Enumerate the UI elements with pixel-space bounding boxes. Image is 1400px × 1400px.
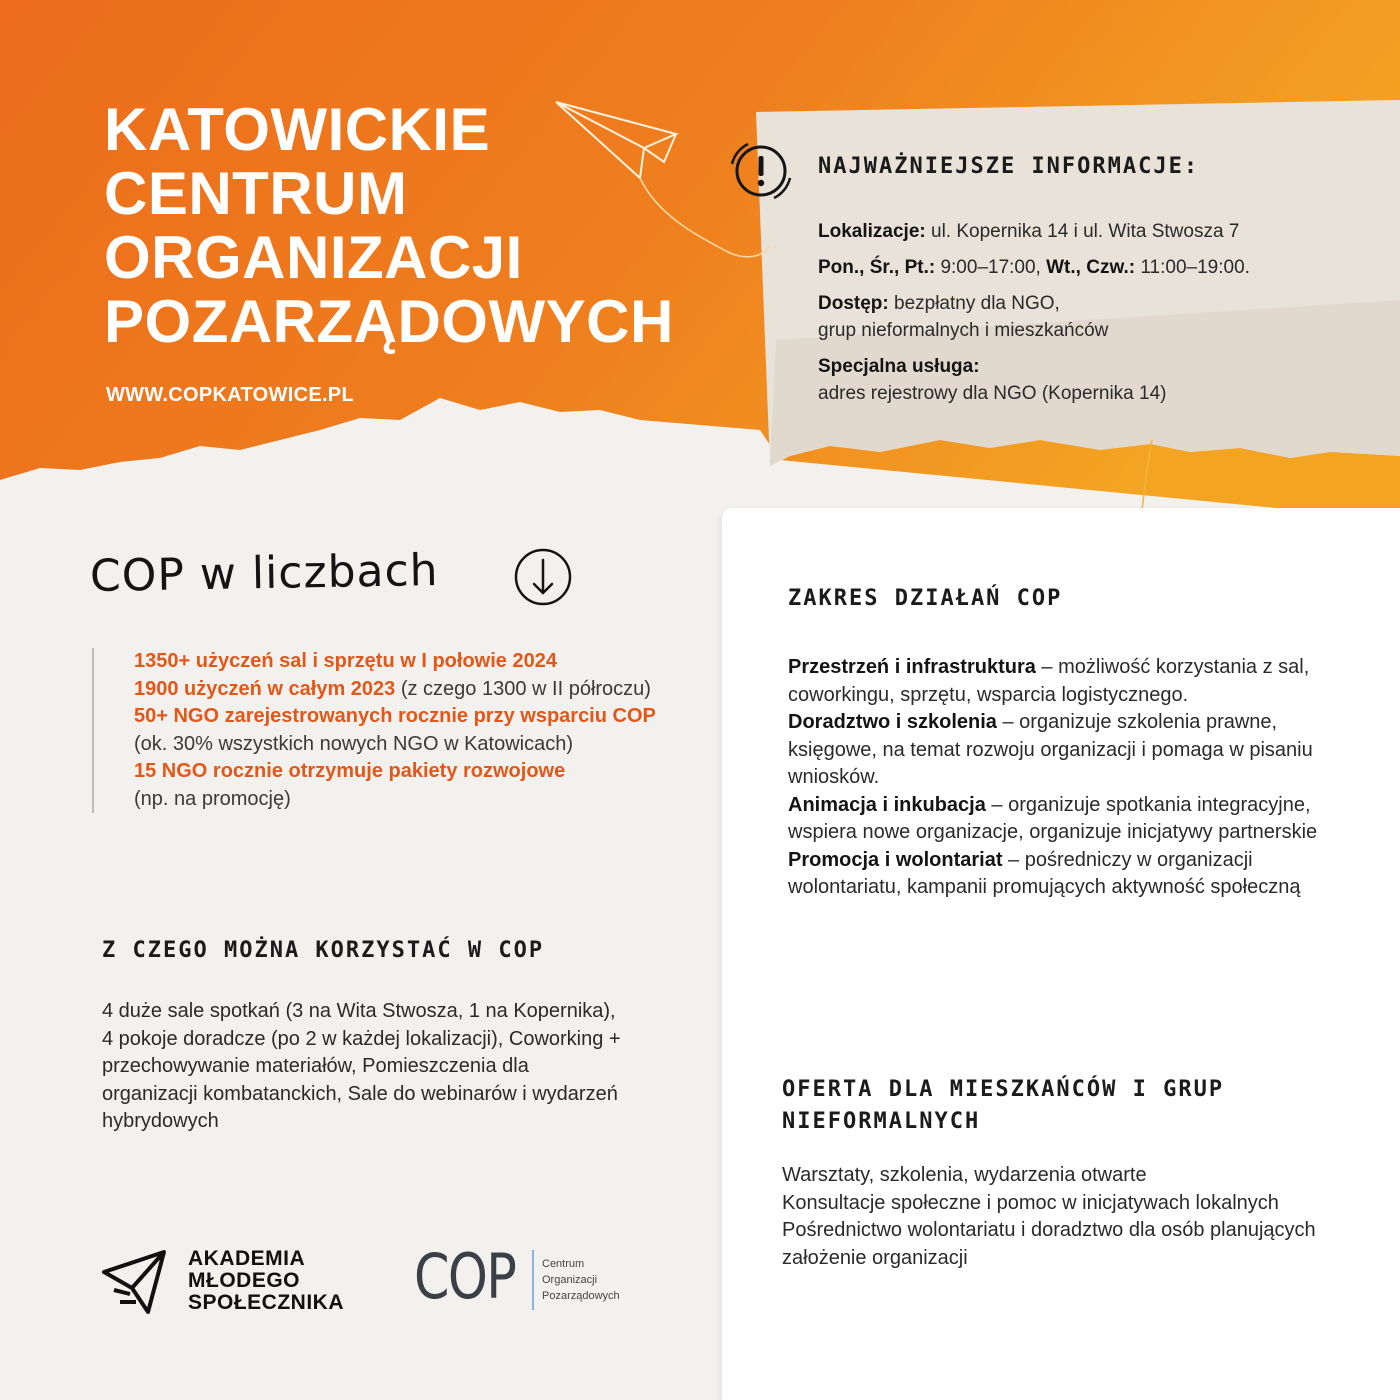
scope-label: Przestrzeń i infrastruktura	[788, 656, 1036, 678]
offer-item: Konsultacje społeczne i pomoc w inicjatywach lokalnych	[782, 1191, 1279, 1214]
stat-note: (np. na promocję)	[134, 787, 291, 810]
amenities-text: 4 duże sale spotkań (3 na Wita Stwosza, 1 na Kopernika), 4 pokoje doradcze (po 2 w każdej lokalizacji), Coworking + przechowywanie materiałów, Pomieszczenia dla organizacji kombatanckich, Sale do webinarów i wydarzeń hybrydowych	[102, 1000, 621, 1132]
info-label: Specjalna usługa:	[818, 356, 980, 377]
scope-text: – organizuje spotkania integracyjne, wspiera nowe organizacje, organizuje inicjatywy partnerskie	[788, 793, 1318, 843]
stat-highlight: 15 NGO rocznie otrzymuje pakiety rozwojowe	[134, 760, 566, 782]
offer-item: Pośrednictwo wolontariatu i doradztwo dla osób planujących założenie organizacji	[782, 1219, 1316, 1269]
info-item-access	[818, 290, 1378, 344]
exclamation-icon	[726, 136, 796, 206]
scope-label: Doradztwo i szkolenia	[788, 711, 997, 733]
scope-item	[788, 792, 1358, 847]
stat-highlight: 1900 użyczeń w całym 2023	[134, 677, 396, 700]
scope-label: Promocja i wolontariat	[788, 848, 1003, 871]
info-value: grup nieformalnych i mieszkańców	[818, 320, 1109, 341]
offer-item: Warsztaty, szkolenia, wydarzenia otwarte	[782, 1164, 1147, 1186]
info-item-locations	[818, 218, 1378, 245]
scope-item	[788, 847, 1358, 902]
info-label: Lokalizacje:	[818, 221, 926, 242]
stat-item	[134, 648, 694, 676]
cop-logo	[414, 1240, 634, 1316]
scope-text: – możliwość korzystania z sal, coworkingu, sprzętu, wsparcia logistycznego.	[788, 656, 1310, 706]
info-value: 9:00–17:00,	[935, 257, 1047, 278]
logo-line: Centrum	[542, 1258, 585, 1270]
title-line: ORGANIZACJI	[104, 224, 523, 291]
info-item-hours	[818, 254, 1378, 281]
stat-item	[134, 758, 694, 813]
offer-heading: OFERTA DLA MIESZKAŃCÓW I GRUP NIEFORMALNYCH	[782, 1077, 1225, 1134]
amenities-heading: Z CZEGO MOŻNA KORZYSTAĆ W COP	[102, 938, 545, 963]
title-line: POZARZĄDOWYCH	[104, 288, 674, 355]
info-label: Wt., Czw.:	[1046, 257, 1136, 278]
cop-logo-subtitle	[542, 1256, 620, 1304]
stat-item	[134, 676, 694, 704]
scope-label: Animacja i inkubacja	[788, 793, 986, 816]
title-line: KATOWICKIE	[104, 96, 491, 163]
akademia-logo-text	[188, 1248, 344, 1314]
scope-item	[788, 709, 1358, 792]
stat-note: (z czego 1300 w II półroczu)	[395, 677, 651, 700]
cop-logo-text: COP	[414, 1240, 516, 1313]
akademia-logo	[100, 1246, 400, 1316]
scope-list	[788, 654, 1358, 902]
stat-highlight: 1350+ użyczeń sal i sprzętu w I połowie 2024	[134, 650, 557, 672]
info-label: Dostęp:	[818, 293, 889, 314]
scope-text: – pośredniczy w organizacji wolontariatu, kampanii promujących aktywność społeczną	[788, 848, 1301, 898]
arrow-down-circle-icon	[512, 546, 574, 608]
paper-plane-logo-icon	[100, 1246, 172, 1318]
stat-note: (ok. 30% wszystkich nowych NGO w Katowicach)	[134, 732, 574, 755]
divider	[532, 1250, 534, 1310]
info-value: adres rejestrowy dla NGO (Kopernika 14)	[818, 383, 1167, 404]
scope-text: – organizuje szkolenia prawne, księgowe, na temat rozwoju organizacji i pomaga w pisaniu wniosków.	[788, 711, 1313, 788]
logo-line: SPOŁECZNIKA	[188, 1291, 345, 1314]
stats-list	[92, 648, 694, 813]
info-item-special	[818, 353, 1378, 407]
website-link[interactable]: WWW.COPKATOWICE.PL	[106, 384, 354, 406]
info-value: ul. Kopernika 14 i ul. Wita Stwosza 7	[925, 221, 1240, 242]
page-title	[104, 98, 744, 354]
logo-line: MŁODEGO	[188, 1269, 300, 1292]
info-label: Pon., Śr., Pt.:	[818, 257, 936, 278]
stats-heading: COP w liczbach	[89, 544, 439, 603]
info-list	[818, 218, 1378, 416]
logo-line: Organizacji	[542, 1274, 598, 1286]
offer-list	[782, 1162, 1342, 1272]
stat-highlight: 50+ NGO zarejestrowanych rocznie przy wsparciu COP	[134, 705, 656, 727]
info-value: bezpłatny dla NGO,	[888, 293, 1060, 314]
info-value: 11:00–19:00.	[1135, 257, 1250, 278]
title-line: CENTRUM	[104, 160, 408, 227]
stat-item	[134, 703, 694, 758]
scope-heading: ZAKRES DZIAŁAŃ COP	[788, 586, 1063, 611]
scope-item	[788, 654, 1358, 709]
info-heading: NAJWAŻNIEJSZE INFORMACJE:	[818, 154, 1200, 179]
logo-line: AKADEMIA	[188, 1247, 306, 1270]
logo-line: Pozarządowych	[542, 1290, 620, 1302]
